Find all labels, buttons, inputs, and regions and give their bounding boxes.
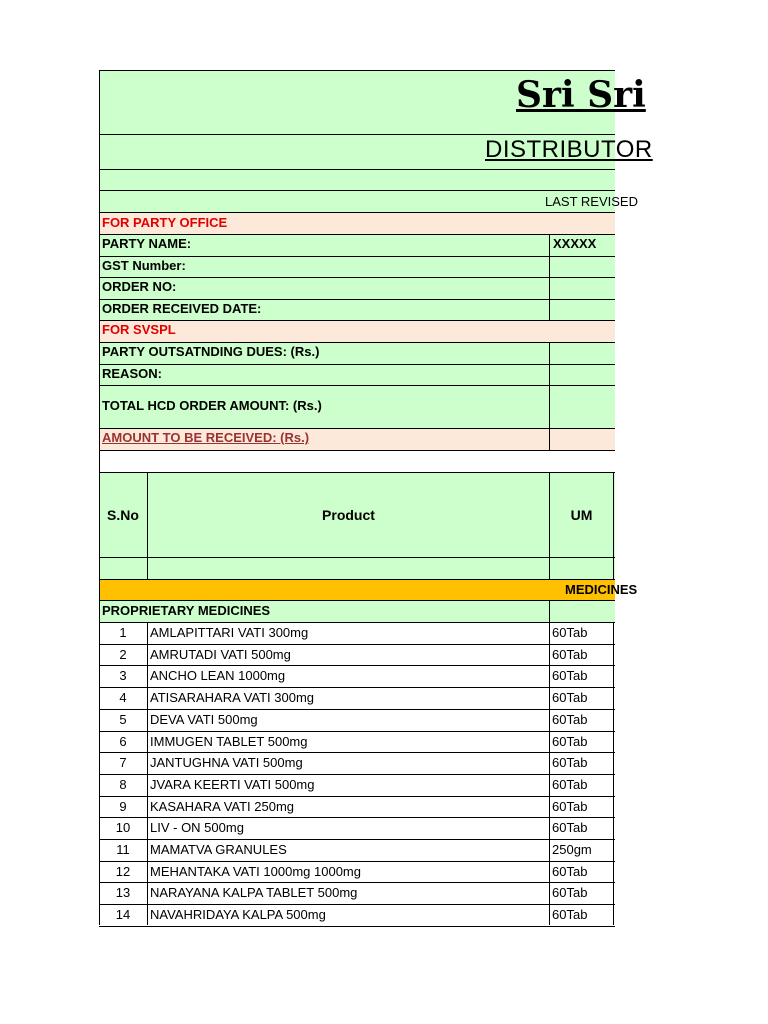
- column-header-block: [99, 472, 615, 579]
- row-serial-number: 14: [115, 907, 131, 923]
- order-no-label: ORDER NO:: [102, 279, 177, 294]
- table-row[interactable]: [99, 752, 615, 774]
- order-date-field[interactable]: [550, 300, 615, 320]
- row-serial-number: 1: [119, 625, 127, 640]
- svspl-label: FOR SVSPL: [102, 322, 176, 337]
- table-row[interactable]: [99, 904, 615, 926]
- table-row[interactable]: [99, 774, 615, 796]
- subcategory-label: PROPRIETARY MEDICINES: [102, 603, 271, 618]
- row-serial-number: 11: [116, 842, 130, 857]
- table-row[interactable]: [99, 731, 615, 753]
- row-serial-number: 12: [115, 863, 131, 879]
- party-office-label: FOR PARTY OFFICE: [102, 215, 228, 230]
- row-product-name: KASAHARA VATI 250mg: [150, 798, 295, 814]
- row-product-name: LIV - ON 500mg: [150, 820, 244, 836]
- table-row[interactable]: [99, 882, 615, 904]
- order-form-sheet: [99, 70, 653, 925]
- blank-spacer-row: [99, 450, 615, 472]
- last-revised-label: LAST REVISED: [545, 194, 638, 209]
- row-unit-measure: 60Tab: [552, 625, 588, 640]
- row-serial-number: 4: [119, 690, 127, 706]
- table-row[interactable]: [99, 644, 615, 666]
- row-serial-number: 6: [119, 733, 127, 749]
- row-unit-measure: 60Tab: [552, 690, 588, 706]
- table-row[interactable]: [99, 839, 615, 861]
- amount-to-receive-label: AMOUNT TO BE RECEIVED: (Rs.): [102, 430, 310, 445]
- row-unit-measure: 60Tab: [552, 820, 588, 836]
- row-unit-measure: 60Tab: [552, 798, 588, 814]
- row-product-name: ATISARAHARA VATI 300mg: [150, 690, 314, 706]
- outstanding-dues-field[interactable]: [550, 343, 615, 363]
- reason-field[interactable]: [550, 365, 615, 385]
- row-serial-number: 3: [119, 668, 127, 684]
- row-unit-measure: 60Tab: [552, 755, 588, 771]
- row-product-name: AMRUTADI VATI 500mg: [150, 646, 291, 662]
- row-unit-measure: 250gm: [552, 842, 592, 857]
- form-subtitle: DISTRIBUTOR: [485, 136, 653, 163]
- column-header-sno: S.No: [107, 507, 139, 523]
- row-product-name: AMLAPITTARI VATI 300mg: [150, 625, 309, 640]
- category-label: MEDICINES: [565, 582, 638, 597]
- total-order-amount-field[interactable]: [550, 386, 615, 428]
- row-product-name: DEVA VATI 500mg: [150, 711, 258, 727]
- row-unit-measure: 60Tab: [552, 668, 588, 684]
- row-unit-measure: 60Tab: [552, 711, 588, 727]
- row-unit-measure: 60Tab: [552, 863, 588, 879]
- row-serial-number: 7: [119, 755, 127, 771]
- row-product-name: NARAYANA KALPA TABLET 500mg: [150, 885, 358, 901]
- column-header-product: Product: [322, 507, 375, 523]
- row-product-name: IMMUGEN TABLET 500mg: [150, 733, 308, 749]
- category-band: [99, 579, 615, 600]
- row-unit-measure: 60Tab: [552, 907, 588, 923]
- row-serial-number: 9: [119, 798, 127, 814]
- total-order-amount-label: TOTAL HCD ORDER AMOUNT: (Rs.): [102, 398, 322, 413]
- column-header-um: UM: [570, 507, 593, 523]
- order-no-field[interactable]: [550, 278, 615, 298]
- row-product-name: JVARA KEERTI VATI 500mg: [150, 776, 315, 792]
- row-unit-measure: 60Tab: [552, 776, 588, 792]
- row-unit-measure: 60Tab: [552, 646, 588, 662]
- gst-number-label: GST Number:: [102, 258, 186, 273]
- row-product-name: ANCHO LEAN 1000mg: [150, 668, 286, 684]
- row-product-name: JANTUGHNA VATI 500mg: [150, 755, 303, 771]
- row-serial-number: 10: [115, 820, 131, 836]
- outstanding-dues-label: PARTY OUTSATNDING DUES: (Rs.): [102, 344, 320, 359]
- table-row[interactable]: [99, 796, 615, 818]
- table-row[interactable]: [99, 665, 615, 687]
- table-row[interactable]: [99, 622, 615, 644]
- row-serial-number: 2: [119, 646, 127, 662]
- amount-to-receive-field[interactable]: [550, 429, 615, 449]
- row-serial-number: 8: [119, 776, 127, 792]
- row-serial-number: 5: [119, 711, 127, 727]
- row-serial-number: 13: [115, 885, 131, 901]
- table-row[interactable]: [99, 687, 615, 709]
- gst-number-field[interactable]: [550, 257, 615, 277]
- row-product-name: MEHANTAKA VATI 1000mg 1000mg: [150, 863, 361, 879]
- order-date-label: ORDER RECEIVED DATE:: [102, 301, 262, 316]
- table-row[interactable]: [99, 817, 615, 839]
- party-name-label: PARTY NAME:: [102, 236, 192, 251]
- party-name-field[interactable]: [550, 236, 615, 254]
- table-row[interactable]: [99, 861, 615, 883]
- row-unit-measure: 60Tab: [552, 885, 588, 901]
- party-name-value: XXXXX: [553, 236, 597, 251]
- company-title: Sri Sri: [516, 74, 646, 116]
- row-product-name: NAVAHRIDAYA KALPA 500mg: [150, 907, 326, 923]
- table-row[interactable]: [99, 709, 615, 731]
- row-unit-measure: 60Tab: [552, 733, 588, 749]
- row-product-name: MAMATVA GRANULES: [150, 842, 287, 857]
- reason-label: REASON:: [102, 366, 162, 381]
